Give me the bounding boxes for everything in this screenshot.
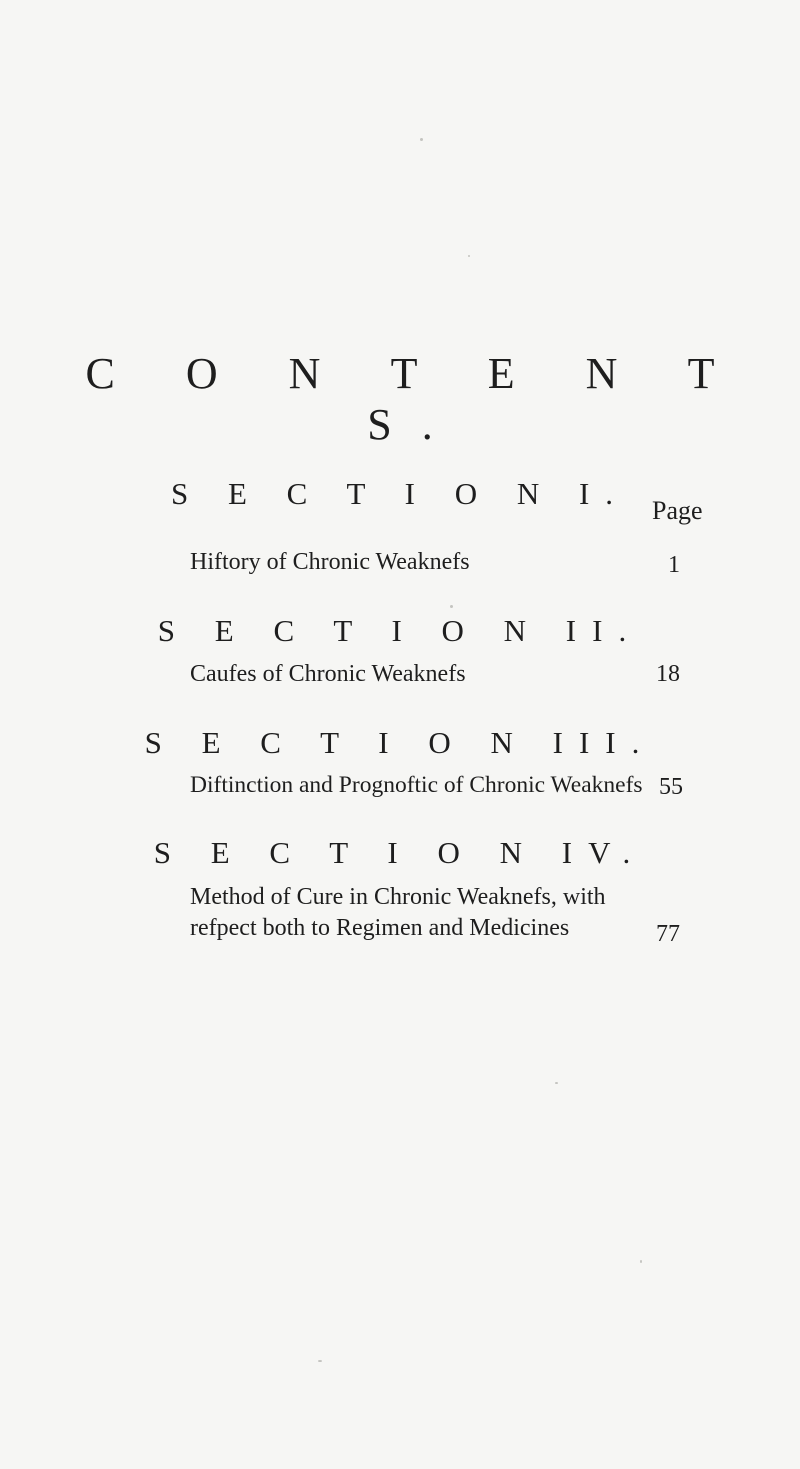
section-4-heading: S E C T I O N IV.	[153, 835, 647, 870]
section-1-entry-title: Hiftory of Chronic Weaknefs	[190, 549, 470, 575]
section-1-page-number: 1	[668, 552, 680, 578]
paper-speck	[555, 1082, 558, 1084]
page-title: C O N T E N T S.	[85, 349, 745, 449]
section-3-page-number: 55	[659, 774, 683, 800]
section-3-heading: S E C T I O N III.	[144, 725, 656, 760]
section-2-page-number: 18	[656, 661, 680, 687]
paper-speck	[640, 1260, 642, 1263]
section-4-entry-title-line-2: refpect both to Regimen and Medicines	[190, 915, 570, 941]
paper-speck	[318, 1360, 322, 1362]
paper-speck	[450, 605, 453, 608]
page-column-label: Page	[652, 496, 703, 525]
paper-speck	[468, 255, 470, 257]
section-2-entry-title: Caufes of Chronic Weaknefs	[190, 661, 466, 687]
paper-speck	[420, 138, 423, 141]
section-1-heading: S E C T I O N I.	[170, 476, 630, 511]
section-4-entry-title-line-1: Method of Cure in Chronic Weaknefs, with	[190, 884, 606, 910]
section-3-entry-title: Diftinction and Prognoftic of Chronic Weaknefs	[190, 772, 643, 798]
section-4-page-number: 77	[656, 921, 680, 947]
section-2-heading: S E C T I O N II.	[157, 613, 643, 648]
